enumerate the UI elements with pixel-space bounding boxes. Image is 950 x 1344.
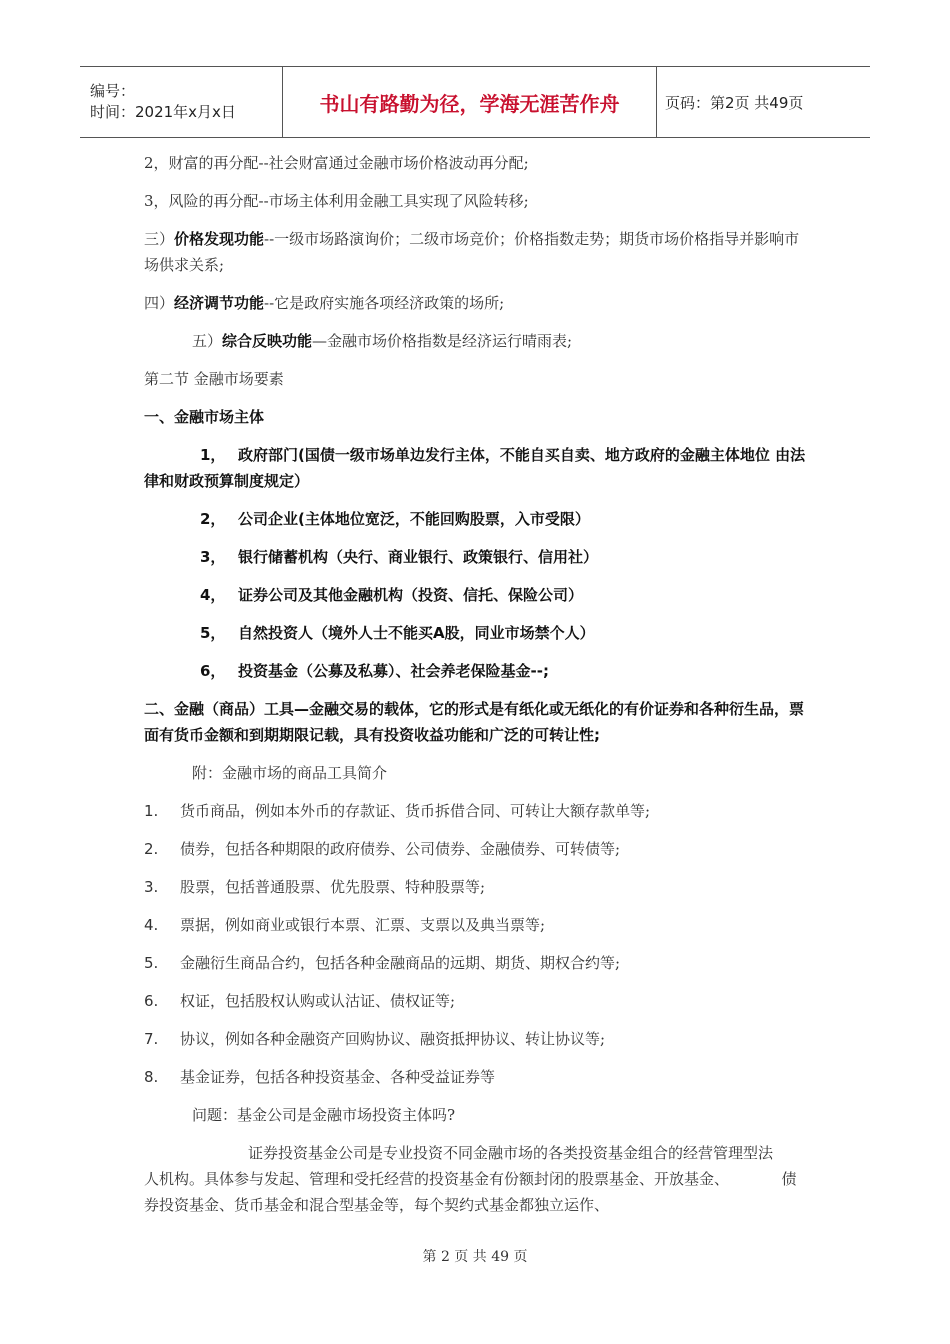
tool-item: 2. 债券，包括各种期限的政府债券、公司债券、金融债券、可转债等; [144,840,621,858]
list-item: 2， 公司企业(主体地位宽泛，不能回购股票，入市受限） [200,510,590,528]
answer: 证券投资基金公司是专业投资不同金融市场的各类投资基金组合的经营管理型法 人机构。具体参与发起、管理和受托经营的投资基金有份额封闭的股票基金、开放基金、 债券投资基金、货币基金和混合型基金等，每个契约式基金都独立运作、 [144,1144,804,1214]
section-title: 第二节 金融市场要素 [144,370,284,388]
header-meta [80,67,283,137]
prefix: 五） [192,332,223,350]
list-item: 1， 政府部门(国债一级市场单边发行主体，不能自买自卖、地方政府的金融主体地位 由法律和财政预算制度规定） [144,446,806,490]
list-item: 6， 投资基金（公募及私募）、社会养老保险基金--; [200,662,549,680]
list-item: 5， 自然投资人（境外人士不能买A股，同业市场禁个人） [200,624,595,642]
bold-term: 综合反映功能 [222,332,313,350]
comprehensive-reflection [144,328,809,354]
price-discovery [144,226,809,278]
tool-item: 5. 金融衍生商品合约，包括各种金融商品的远期、期货、期权合约等; [144,954,621,972]
tool-item: 6. 权证，包括股权认购或认沽证、债权证等; [144,992,456,1010]
date-label: 时间：2021年x月x日 [90,103,236,121]
rest-text: —金融市场价格指数是经济运行晴雨表; [312,332,573,350]
question: 问题：基金公司是金融市场投资主体吗? [192,1106,456,1124]
appendix-title: 附：金融市场的商品工具简介 [192,764,388,782]
tool-item: 8. 基金证券，包括各种投资基金、各种受益证券等 [144,1068,496,1086]
subsection-2: 二、金融（商品）工具—金融交易的载体，它的形式是有纸化或无纸化的有价证券和各种衍生品，票面有货币金额和到期期限记载，具有投资收益功能和广泛的可转让性; [144,700,805,744]
tool-item: 4. 票据，例如商业或银行本票、汇票、支票以及典当票等; [144,916,546,934]
tool-item: 7. 协议，例如各种金融资产回购协议、融资抵押协议、转让协议等; [144,1030,606,1048]
prefix: 四） [144,294,175,312]
tool-item: 1. 货币商品，例如本外币的存款证、货币拆借合同、可转让大额存款单等; [144,802,651,820]
header-page-label: 页码：第2页 共49页 [665,93,804,112]
list-item: 4， 证券公司及其他金融机构（投资、信托、保险公司） [200,586,584,604]
subsection-1: 一、金融市场主体 [144,408,265,426]
line-3: 3，风险的再分配--市场主体利用金融工具实现了风险转移; [144,192,529,210]
tool-item: 3. 股票，包括普通股票、优先股票、特种股票等; [144,878,486,896]
line-2: 2，财富的再分配--社会财富通过金融市场价格波动再分配; [144,154,529,172]
bold-term: 经济调节功能 [174,294,265,312]
code-label: 编号： [90,82,136,100]
document-body [144,150,809,1230]
economic-regulation [144,290,809,316]
page-header [80,66,870,138]
bold-term: 价格发现功能 [174,230,265,248]
prefix: 三） [144,230,175,248]
rest-text: --它是政府实施各项经济政策的场所; [264,294,505,312]
header-motto: 书山有路勤为径，学海无涯苦作舟 [283,67,657,137]
rest-text: --一级市场路演询价；二级市场竞价；价格指数走势；期货市场价格指导并影响市场供求关系; [144,230,800,274]
page-footer: 第 2 页 共 49 页 [422,1249,528,1265]
list-item: 3， 银行储蓄机构（央行、商业银行、政策银行、信用社） [200,548,599,566]
